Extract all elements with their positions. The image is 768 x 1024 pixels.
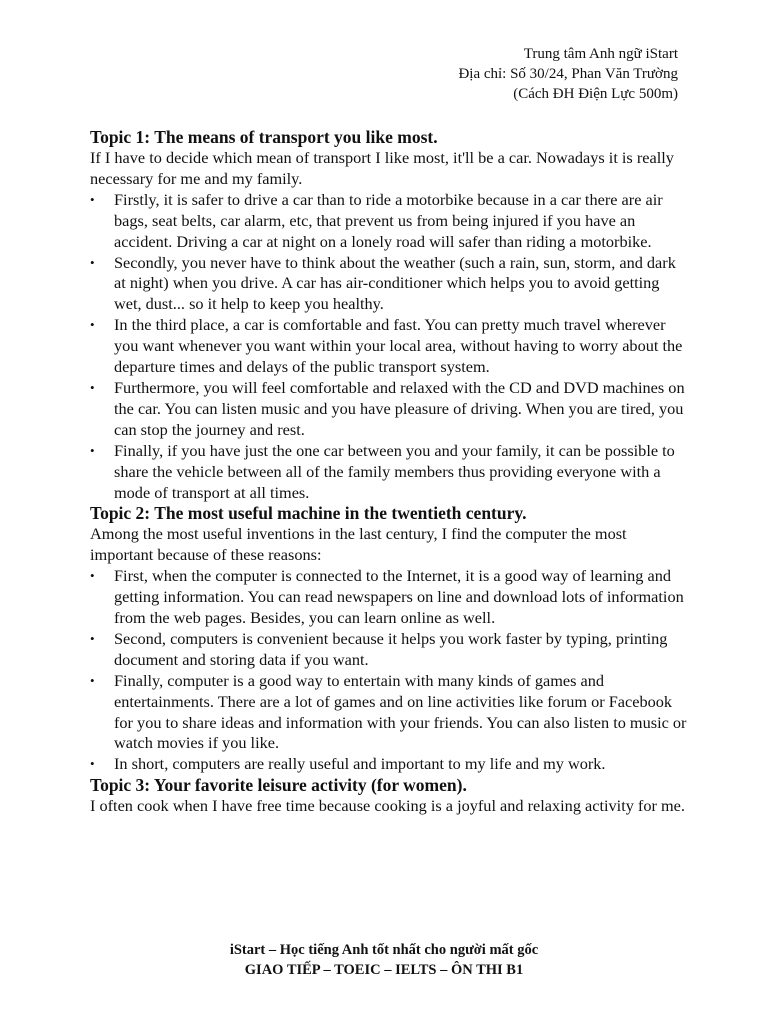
topic-1-bullet-list [90, 190, 690, 504]
topic-1-bullet: • Firstly, it is safer to drive a car than to ride a motorbike because in a car there are air bags, seat belts, car alarm, etc, that prevent us from being injured if you have an accident. Driving a car at night on a lonely road will safer than riding a motorbike. [90, 190, 690, 253]
topic-1-bullet: • Finally, if you have just the one car between you and your family, it can be possible to share the vehicle between all of the family members thus providing everyone with a mode of transport at all times. [90, 441, 690, 504]
topic-2-bullet-list [90, 566, 690, 775]
topic-2-bullet: • Second, computers is convenient because it helps you work faster by typing, printing document and storing data if you want. [90, 629, 690, 671]
document-header [458, 44, 678, 104]
topic-1-bullet: • Secondly, you never have to think about the weather (such a rain, sun, storm, and dark at night) when you drive. A car has air-conditioner which helps you to avoid getting wet, dust... so it help to keep you healthy. [90, 253, 690, 316]
document-body [90, 127, 690, 817]
topic-2-bullet: • First, when the computer is connected to the Internet, it is a good way of learning and getting information. You can read newspapers on line and download lots of information from the web pages. Besides, you can learn online as well. [90, 566, 690, 629]
document-footer [0, 940, 768, 980]
header-center-name: Trung tâm Anh ngữ iStart [523, 46, 678, 62]
topic-2-bullet: • Finally, computer is a good way to entertain with many kinds of games and entertainments. There are a lot of games and on line activities like forum or Facebook for you to share ideas and information with your friends. You can also listen to music or watch movies if you like. [90, 671, 690, 755]
footer-slogan: iStart – Học tiếng Anh tốt nhất cho người mất gốc [229, 942, 539, 958]
footer-courses: GIAO TIẾP – TOEIC – IELTS – ÔN THI B1 [244, 962, 524, 978]
topic-2-bullet: • In short, computers are really useful and important to my life and my work. [90, 754, 690, 775]
topic-2-title: Topic 2: The most useful machine in the twentieth century. [90, 503, 527, 524]
topic-1-intro: If I have to decide which mean of transport I like most, it'll be a car. Nowadays it is really necessary for me and my family. [90, 148, 674, 188]
header-location-note: (Cách ĐH Điện Lực 500m) [513, 86, 678, 102]
header-address: Địa chỉ: Số 30/24, Phan Văn Trường [458, 66, 678, 82]
topic-2-intro: Among the most useful inventions in the last century, I find the computer the most important because of these reasons: [90, 524, 627, 565]
topic-3-title: Topic 3: Your favorite leisure activity (for women). [90, 775, 467, 796]
topic-1-bullet: • In the third place, a car is comfortable and fast. You can pretty much travel wherever you want whenever you want within your local area, without having to worry about the departure times and delays of the public transport system. [90, 315, 690, 378]
topic-1-title: Topic 1: The means of transport you like most. [90, 127, 438, 147]
topic-3-intro: I often cook when I have free time because cooking is a joyful and relaxing activity for me. [90, 796, 685, 816]
topic-1-bullet: • Furthermore, you will feel comfortable and relaxed with the CD and DVD machines on the car. You can listen music and you have pleasure of driving. When you are tired, you can stop the journey and rest. [90, 378, 690, 441]
